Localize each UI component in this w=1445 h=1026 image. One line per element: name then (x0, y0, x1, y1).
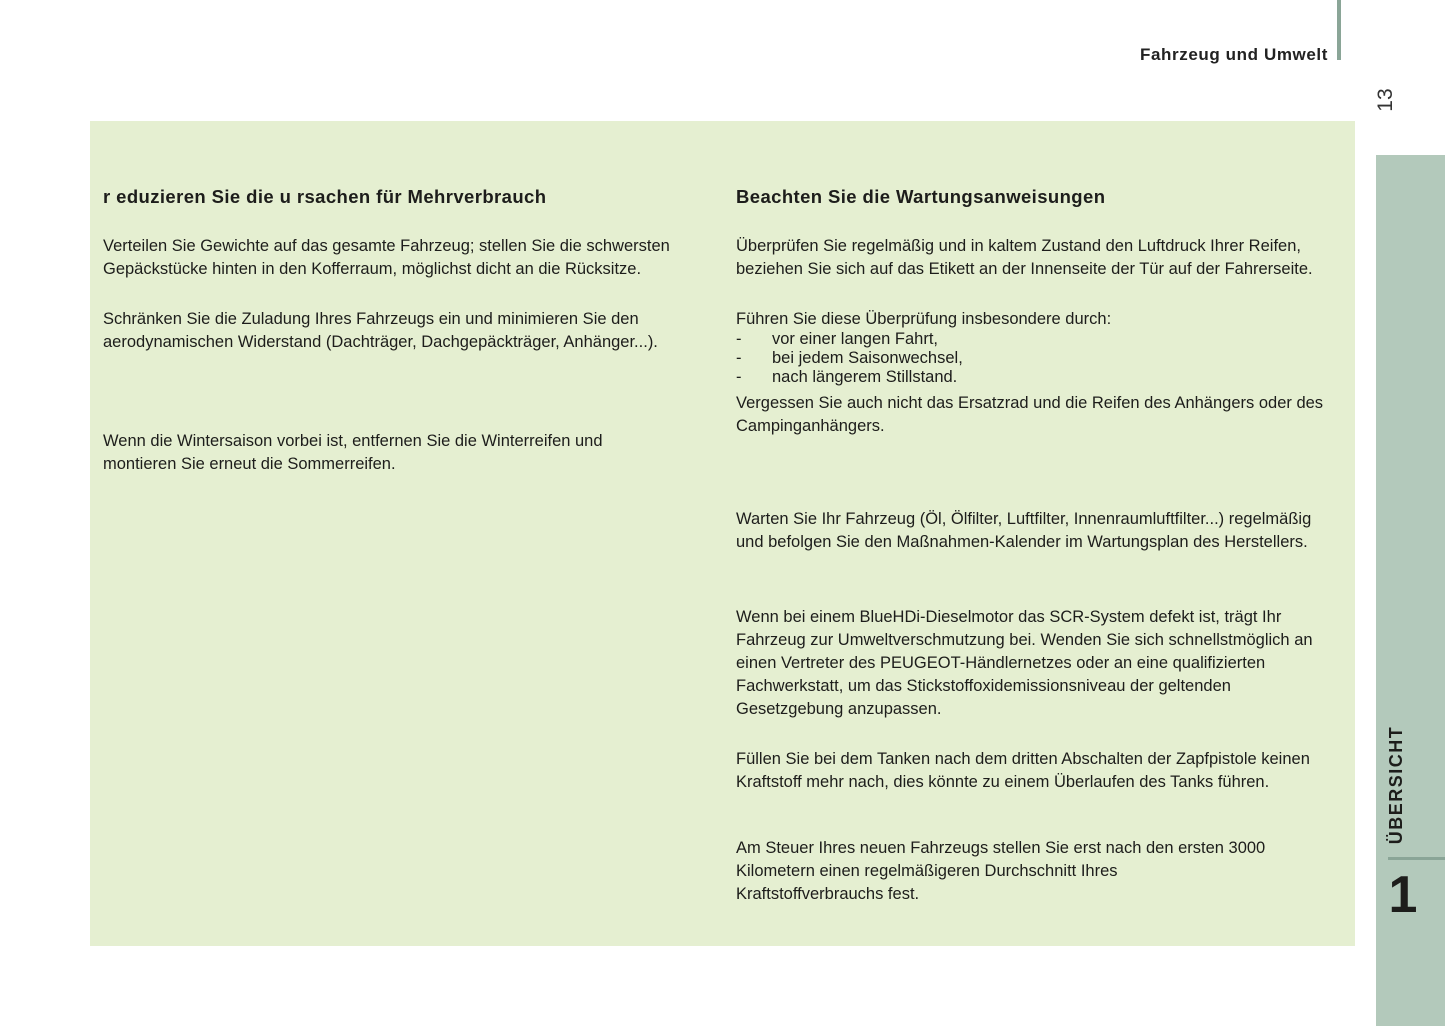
page-number: 13 (1374, 88, 1397, 112)
right-paragraph-tire-pressure: Überprüfen Sie regelmäßig und in kaltem Zustand den Luftdruck Ihrer Reifen, beziehen Sie sich auf das Etikett an der Innenseite der Tür auf der Fahrerseite. (736, 237, 1313, 278)
left-paragraph-2: Schränken Sie die Zuladung Ihres Fahrzeugs ein und minimieren Sie den aerodynamischen Widerstand (Dachträger, Dachgepäckträger, Anhänger...). (103, 310, 658, 351)
right-paragraph-maintenance: Warten Sie Ihr Fahrzeug (Öl, Ölfilter, Luftfilter, Innenraumluftfilter...) regelmäßig und befolgen Sie den Maßnahmen-Kalender im Wartungsplan des Herstellers. (736, 510, 1312, 551)
right-paragraph-scr-system: Wenn bei einem BlueHDi-Dieselmotor das SCR-System defekt ist, trägt Ihr Fahrzeug zur Umweltverschmutzung bei. Wenden Sie sich schnellstmöglich an einen Vertreter des PEUGEOT-Händlernetzes oder an eine qualifizierten Fachwerkstatt, um das Stickstoffoxidemissionsniveau der geltenden Gesetzgebung anzupassen. (736, 608, 1313, 718)
bullet-marker: - (736, 368, 742, 386)
left-paragraph-1: Verteilen Sie Gewichte auf das gesamte Fahrzeug; stellen Sie die schwersten Gepäckstücke hinten in den Kofferraum, möglichst dicht an die Rücksitze. (103, 237, 670, 278)
bullet-marker: - (736, 330, 742, 348)
bullet-text: vor einer langen Fahrt, (772, 330, 939, 348)
bullet-marker: - (736, 349, 742, 367)
left-heading: r eduzieren Sie die u rsachen für Mehrverbrauch (103, 186, 547, 207)
right-paragraph-consumption: Am Steuer Ihres neuen Fahrzeugs stellen Sie erst nach den ersten 3000 Kilometern einen regelmäßigeren Durchschnitt Ihres Kraftstoffverbrauchs fest. (736, 839, 1266, 903)
right-heading: Beachten Sie die Wartungsanweisungen (736, 186, 1106, 207)
header-rule (1337, 0, 1341, 60)
chapter-divider (1388, 857, 1445, 860)
chapter-number: 1 (1388, 866, 1418, 924)
chapter-label: ÜBERSICHT (1386, 725, 1406, 845)
right-paragraph-spare-wheel: Vergessen Sie auch nicht das Ersatzrad und die Reifen des Anhängers oder des Campinganhängers. (736, 394, 1324, 435)
section-title: Fahrzeug und Umwelt (1139, 45, 1328, 64)
bullet-text: bei jedem Saisonwechsel, (772, 349, 963, 367)
right-paragraph-refuelling: Füllen Sie bei dem Tanken nach dem dritten Abschalten der Zapfpistole keinen Kraftstoff mehr nach, dies könnte zu einem Überlaufen des Tanks führen. (736, 750, 1310, 791)
bullet-text: nach längerem Stillstand. (772, 368, 958, 386)
left-paragraph-3: Wenn die Wintersaison vorbei ist, entfernen Sie die Winterreifen und montieren Sie erneut die Sommerreifen. (103, 432, 603, 473)
right-paragraph-check-intro: Führen Sie diese Überprüfung insbesondere durch: (736, 310, 1112, 328)
